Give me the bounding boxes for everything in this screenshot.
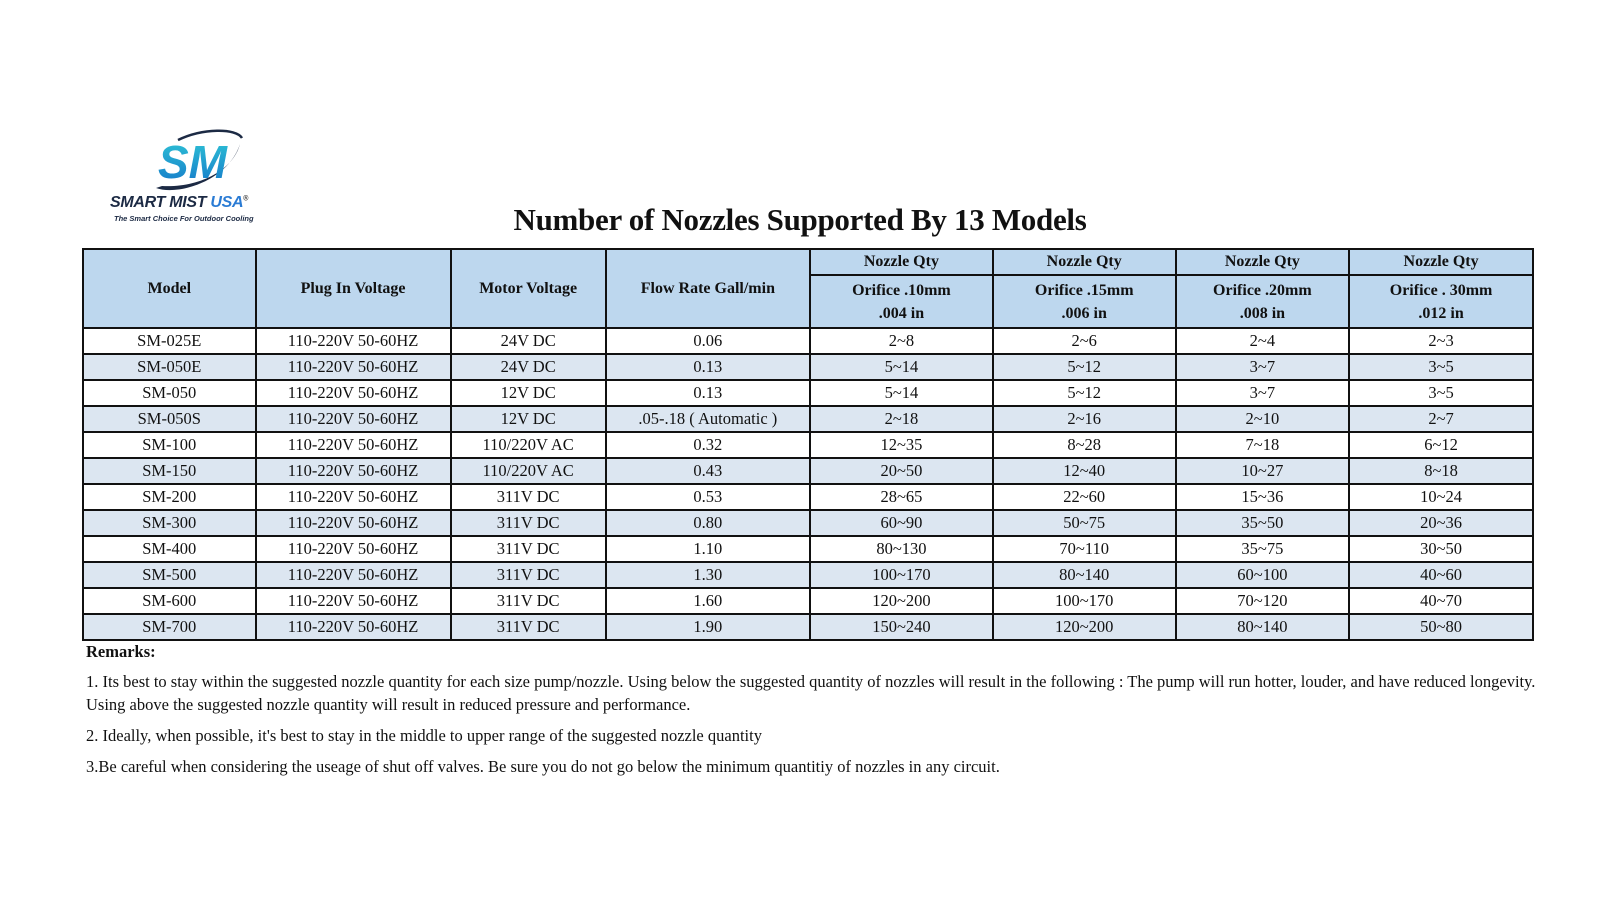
cell-plug: 110-220V 50-60HZ [256,536,451,562]
cell-q10: 28~65 [810,484,993,510]
cell-q15: 80~140 [993,562,1176,588]
header-nozzle-qty: Nozzle Qty [993,249,1176,275]
cell-q30: 2~3 [1349,328,1533,354]
sm-monogram-icon [148,126,248,196]
cell-motor: 110/220V AC [451,458,606,484]
cell-q15: 12~40 [993,458,1176,484]
table-row [83,536,1533,562]
cell-motor: 311V DC [451,588,606,614]
cell-q15: 50~75 [993,510,1176,536]
cell-q20: 10~27 [1176,458,1350,484]
cell-q30: 6~12 [1349,432,1533,458]
cell-plug: 110-220V 50-60HZ [256,510,451,536]
cell-plug: 110-220V 50-60HZ [256,484,451,510]
cell-q30: 50~80 [1349,614,1533,640]
cell-model: SM-400 [83,536,256,562]
cell-plug: 110-220V 50-60HZ [256,588,451,614]
header-orifice-15mm: Orifice .15mm .006 in [993,275,1176,328]
cell-plug: 110-220V 50-60HZ [256,406,451,432]
cell-motor: 12V DC [451,380,606,406]
cell-flow: 1.60 [606,588,810,614]
table-row [83,458,1533,484]
cell-flow: 1.90 [606,614,810,640]
cell-q30: 2~7 [1349,406,1533,432]
cell-q10: 5~14 [810,380,993,406]
table-row [83,328,1533,354]
cell-motor: 12V DC [451,406,606,432]
cell-q30: 3~5 [1349,354,1533,380]
cell-motor: 24V DC [451,328,606,354]
cell-motor: 311V DC [451,614,606,640]
cell-q30: 40~60 [1349,562,1533,588]
nozzle-spec-table [82,248,1534,641]
cell-model: SM-150 [83,458,256,484]
brand-name: SMART MIST USA® [110,194,249,211]
cell-flow: 1.10 [606,536,810,562]
header-model: Model [83,249,256,328]
cell-q15: 2~16 [993,406,1176,432]
table-row [83,432,1533,458]
cell-motor: 311V DC [451,484,606,510]
cell-plug: 110-220V 50-60HZ [256,328,451,354]
cell-flow: 0.13 [606,354,810,380]
cell-q10: 12~35 [810,432,993,458]
cell-plug: 110-220V 50-60HZ [256,458,451,484]
cell-q15: 100~170 [993,588,1176,614]
remark-item: 3.Be careful when considering the useage of shut off valves. Be sure you do not go below the minimum quantitiy of nozzles in any circuit. [86,757,1000,776]
cell-model: SM-300 [83,510,256,536]
cell-flow: .05-.18 ( Automatic ) [606,406,810,432]
brand-tagline: The Smart Choice For Outdoor Cooling [114,214,254,223]
table-row [83,380,1533,406]
cell-model: SM-050S [83,406,256,432]
remark-item: 2. Ideally, when possible, it's best to stay in the middle to upper range of the suggested nozzle quantity [86,726,762,745]
cell-model: SM-500 [83,562,256,588]
cell-q15: 5~12 [993,354,1176,380]
cell-q20: 60~100 [1176,562,1350,588]
cell-motor: 311V DC [451,536,606,562]
cell-q20: 2~4 [1176,328,1350,354]
cell-motor: 311V DC [451,510,606,536]
cell-q10: 20~50 [810,458,993,484]
cell-q30: 10~24 [1349,484,1533,510]
cell-plug: 110-220V 50-60HZ [256,432,451,458]
cell-q30: 40~70 [1349,588,1533,614]
cell-q20: 15~36 [1176,484,1350,510]
table-row [83,588,1533,614]
page-title: Number of Nozzles Supported By 13 Models [513,202,1087,237]
cell-q20: 2~10 [1176,406,1350,432]
cell-q15: 2~6 [993,328,1176,354]
cell-q10: 150~240 [810,614,993,640]
cell-flow: 0.80 [606,510,810,536]
header-orifice-20mm: Orifice .20mm .008 in [1176,275,1350,328]
cell-q30: 8~18 [1349,458,1533,484]
table-row [83,484,1533,510]
cell-q15: 120~200 [993,614,1176,640]
cell-model: SM-050E [83,354,256,380]
header-flow-rate: Flow Rate Gall/min [606,249,810,328]
cell-q10: 2~8 [810,328,993,354]
cell-q30: 3~5 [1349,380,1533,406]
header-nozzle-qty: Nozzle Qty [1349,249,1533,275]
cell-flow: 1.30 [606,562,810,588]
cell-q30: 20~36 [1349,510,1533,536]
header-orifice-10mm: Orifice .10mm .004 in [810,275,993,328]
cell-q15: 8~28 [993,432,1176,458]
cell-plug: 110-220V 50-60HZ [256,354,451,380]
cell-q10: 120~200 [810,588,993,614]
cell-plug: 110-220V 50-60HZ [256,614,451,640]
cell-q10: 100~170 [810,562,993,588]
header-orifice-30mm: Orifice . 30mm .012 in [1349,275,1533,328]
cell-model: SM-200 [83,484,256,510]
cell-flow: 0.06 [606,328,810,354]
cell-flow: 0.13 [606,380,810,406]
cell-model: SM-700 [83,614,256,640]
cell-flow: 0.32 [606,432,810,458]
cell-q10: 60~90 [810,510,993,536]
cell-q10: 80~130 [810,536,993,562]
header-nozzle-qty: Nozzle Qty [810,249,993,275]
cell-motor: 110/220V AC [451,432,606,458]
cell-model: SM-025E [83,328,256,354]
cell-motor: 311V DC [451,562,606,588]
cell-q15: 70~110 [993,536,1176,562]
header-plug-in-voltage: Plug In Voltage [256,249,451,328]
remarks-section [86,640,1546,786]
header-motor-voltage: Motor Voltage [451,249,606,328]
table-row [83,406,1533,432]
cell-q10: 5~14 [810,354,993,380]
svg-text:SM: SM [158,136,227,188]
cell-model: SM-100 [83,432,256,458]
cell-q20: 3~7 [1176,354,1350,380]
cell-q20: 70~120 [1176,588,1350,614]
cell-model: SM-600 [83,588,256,614]
cell-q15: 22~60 [993,484,1176,510]
remark-item: 1. Its best to stay within the suggested nozzle quantity for each size pump/nozzle. Using below the suggested quantity of nozzles will result in the following : The pump will run hotter, louder, and have reduced longevity. Using above the suggested nozzle quantity will result in reduced pressure and performance. [86,672,1536,714]
cell-q20: 35~75 [1176,536,1350,562]
table-row [83,614,1533,640]
cell-flow: 0.43 [606,458,810,484]
cell-q20: 35~50 [1176,510,1350,536]
table-row [83,354,1533,380]
table-row [83,510,1533,536]
cell-q20: 3~7 [1176,380,1350,406]
cell-q20: 80~140 [1176,614,1350,640]
cell-q20: 7~18 [1176,432,1350,458]
table-row [83,562,1533,588]
cell-plug: 110-220V 50-60HZ [256,380,451,406]
cell-q10: 2~18 [810,406,993,432]
remarks-heading: Remarks: [86,642,156,661]
cell-plug: 110-220V 50-60HZ [256,562,451,588]
cell-q15: 5~12 [993,380,1176,406]
cell-motor: 24V DC [451,354,606,380]
cell-model: SM-050 [83,380,256,406]
header-nozzle-qty: Nozzle Qty [1176,249,1350,275]
cell-q30: 30~50 [1349,536,1533,562]
cell-flow: 0.53 [606,484,810,510]
